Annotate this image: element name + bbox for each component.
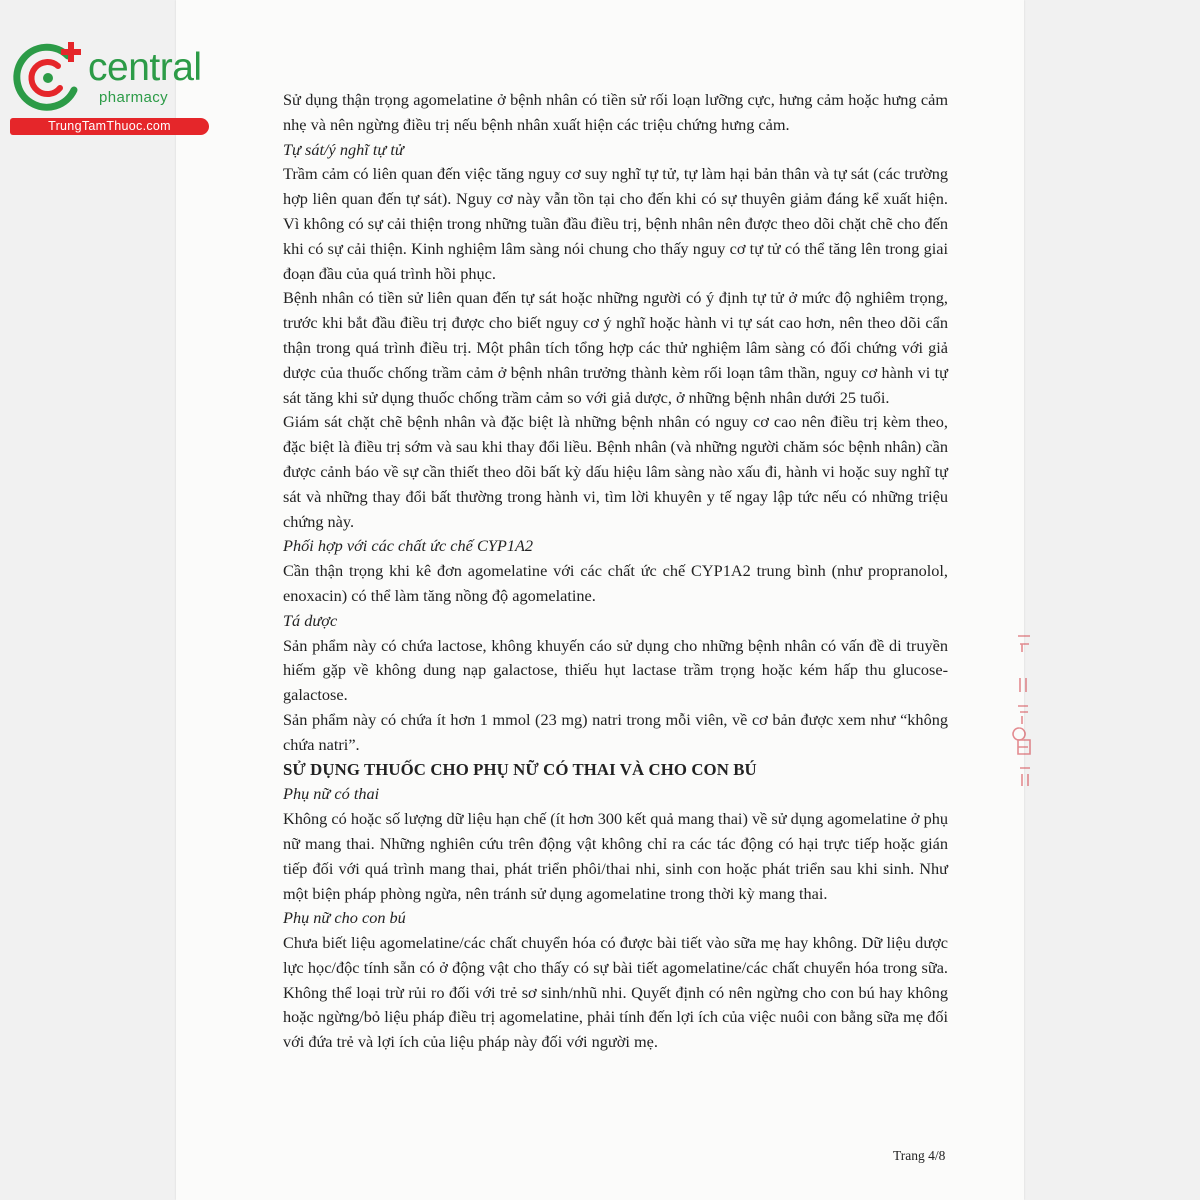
paragraph-pregnancy: Không có hoặc số lượng dữ liệu hạn chế (ít hơn 300 kết quả mang thai) về sử dụng agomelatine ở phụ nữ mang thai. Những nghiên cứu trên động vật không chỉ ra các tác động có hại trực tiếp hoặc gián tiếp đối với quá trình mang thai, phát triển phôi/thai nhi, sinh con hoặc phát triển sau khi sinh. Như một biện pháp phòng ngừa, nên tránh sử dụng agomelatine trong thời kỳ mang thai. — [283, 809, 948, 903]
central-pharmacy-logo[interactable] — [10, 38, 215, 138]
paragraph-cyp1a2: Cần thận trọng khi kê đơn agomelatine với các chất ức chế CYP1A2 trung bình (như propranolol, enoxacin) có thể làm tăng nồng độ agomelatine. — [283, 561, 948, 605]
paragraph-lactose: Sản phẩm này có chứa lactose, không khuyến cáo sử dụng cho những bệnh nhân có vấn đề di truyền hiếm gặp về không dung nạp galactose, thiếu hụt lactase trầm trọng hoặc kém hấp thu glucose-galactose. — [283, 635, 948, 705]
subheading-pregnant: Phụ nữ có thai — [283, 784, 380, 804]
page-number: Trang 4/8 — [893, 1148, 946, 1163]
paragraph-breastfeeding: Chưa biết liệu agomelatine/các chất chuyển hóa có được bài tiết vào sữa mẹ hay không. Dữ liệu dược lực học/độc tính sẵn có ở động vật cho thấy có sự bài tiết agomelatine/các chất chuyển hóa trong sữa. Không thể loại trừ rủi ro đối với trẻ sơ sinh/nhũ nhi. Quyết định có nên ngừng cho con bú hay không hoặc ngừng/bỏ liệu pháp điều trị agomelatine, phải tính đến lợi ích của việc nuôi con bằng sữa mẹ đối với đứa trẻ và lợi ích của liệu pháp này đối với người mẹ. — [283, 933, 948, 1052]
paragraph-suicide-history: Bệnh nhân có tiền sử liên quan đến tự sát hoặc những người có ý định tự tử ở mức độ nghiêm trọng, trước khi bắt đầu điều trị được cho biết nguy cơ ý nghĩ hoặc hành vi tự sát cao hơn, nên theo dõi cẩn thận trong quá trình điều trị. Một phân tích tổng hợp các thử nghiệm lâm sàng có đối chứng với giả dược của thuốc chống trầm cảm ở bệnh nhân trưởng thành kèm rối loạn tâm thần, nguy cơ hành vi tự sát tăng khi sử dụng thuốc chống trầm cảm so với giả dược, ở những bệnh nhân dưới 25 tuổi. — [283, 288, 948, 407]
logo-sub-text: pharmacy — [99, 89, 169, 106]
subheading-breastfeeding: Phụ nữ cho con bú — [283, 908, 406, 928]
paragraph-suicide-risk: Trầm cảm có liên quan đến việc tăng nguy cơ suy nghĩ tự tử, tự làm hại bản thân và tự sát (các trường hợp liên quan đến tự sát). Nguy cơ này vẫn tồn tại cho đến khi có sự thuyên giảm đáng kể xuất hiện. Vì không có sự cải thiện trong những tuần đầu điều trị, bệnh nhân nên được theo dõi chặt chẽ cho đến khi có sự cải thiện. Kinh nghiệm lâm sàng nói chung cho thấy nguy cơ tự tử có thể tăng lên trong giai đoạn đầu của quá trình hồi phục. — [283, 164, 948, 283]
logo-site-banner[interactable]: TrungTamThuoc.com — [10, 118, 209, 135]
section-heading-pregnancy: SỬ DỤNG THUỐC CHO PHỤ NỮ CÓ THAI VÀ CHO CON BÚ — [283, 759, 757, 779]
subheading-excipients: Tá dược — [283, 610, 338, 630]
subheading-cyp1a2: Phối hợp với các chất ức chế CYP1A2 — [283, 536, 534, 556]
paragraph-monitoring: Giám sát chặt chẽ bệnh nhân và đặc biệt là những bệnh nhân có nguy cơ cao nên điều trị kèm theo, đặc biệt là điều trị sớm và sau khi thay đổi liều. Bệnh nhân (và những người chăm sóc bệnh nhân) cần được cảnh báo về sự cần thiết theo dõi bất kỳ dấu hiệu lâm sàng nào xấu đi, hành vi hoặc suy nghĩ tự sát và những thay đổi bất thường trong hành vi, tìm lời khuyên y tế ngay lập tức nếu có những triệu chứng này. — [283, 412, 948, 531]
logo-mark-icon — [10, 38, 86, 114]
document-body — [283, 88, 948, 1055]
subheading-suicide: Tự sát/ý nghĩ tự tử — [283, 139, 404, 159]
paragraph-bipolar-caution: Sử dụng thận trọng agomelatine ở bệnh nhân có tiền sử rối loạn lưỡng cực, hưng cảm hoặc hưng cảm nhẹ và nên ngừng điều trị nếu bệnh nhân xuất hiện các triệu chứng hưng cảm. — [283, 90, 948, 134]
red-stamp-fragment-icon — [1008, 628, 1038, 798]
paragraph-sodium: Sản phẩm này có chứa ít hơn 1 mmol (23 mg) natri trong mỗi viên, về cơ bản được xem như “không chứa natri”. — [283, 709, 948, 754]
logo-brand-text: central — [88, 46, 202, 89]
